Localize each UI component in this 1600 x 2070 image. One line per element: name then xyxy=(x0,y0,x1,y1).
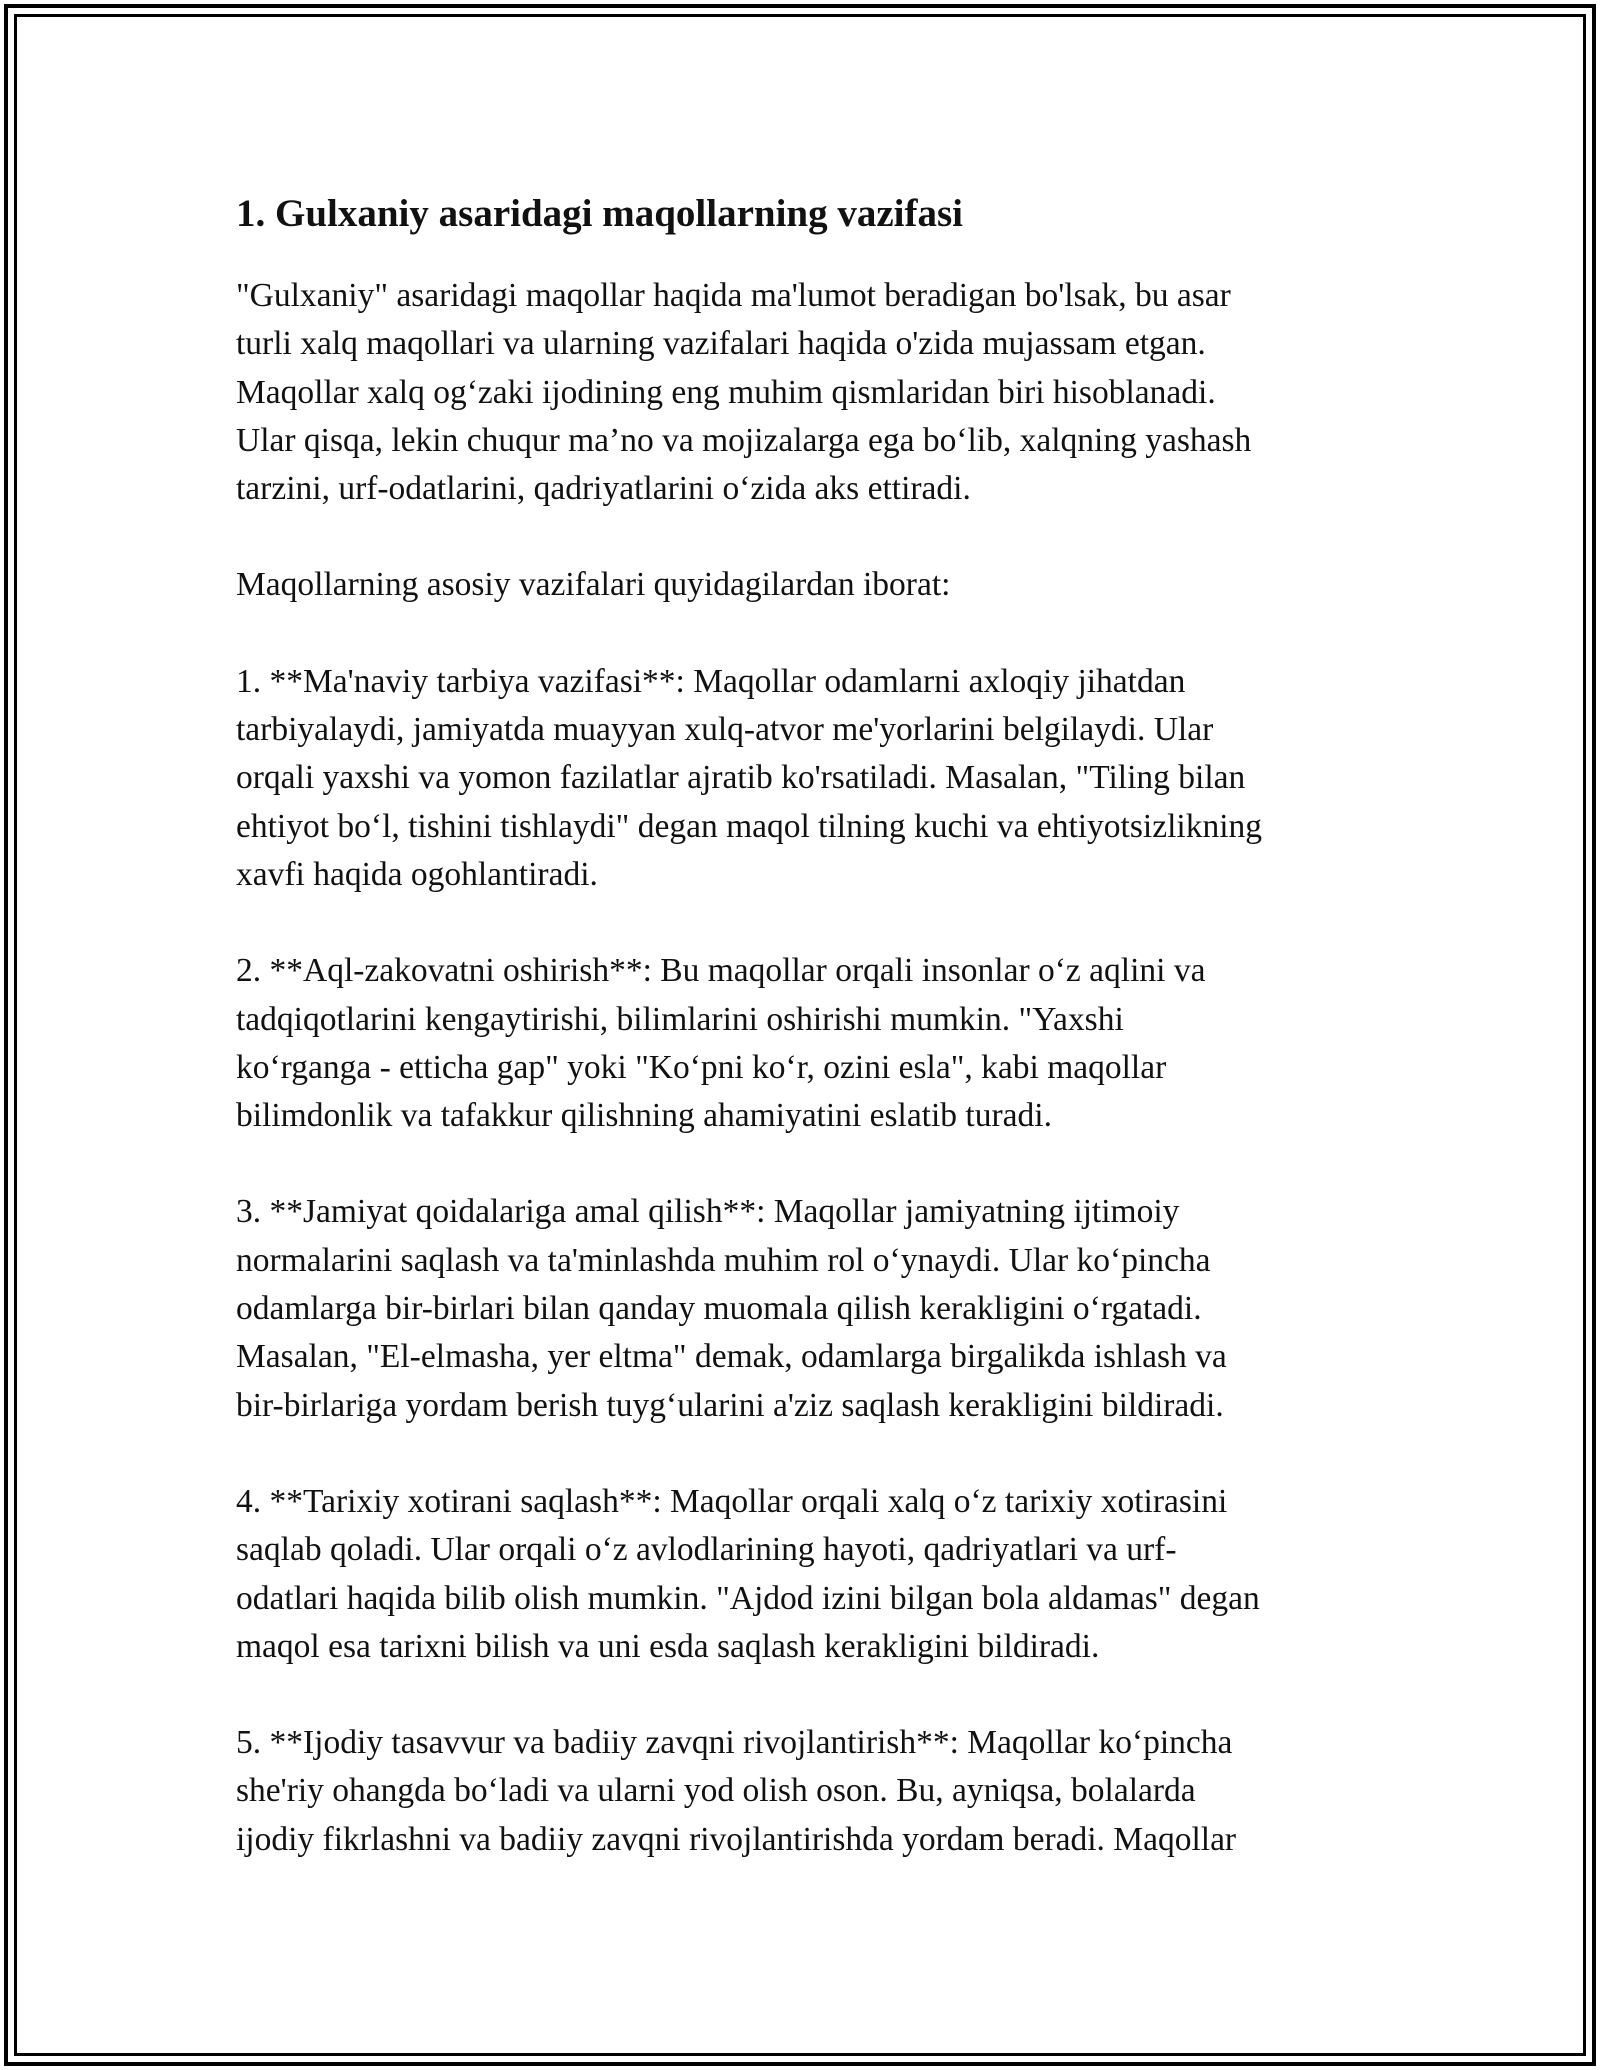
list-item-5 xyxy=(236,1719,1386,1864)
text-line: ehtiyot bo‘l, tishini tishlaydi" degan maqol tilning kuchi va ehtiyotsizlikning xyxy=(236,807,1263,845)
text-line: Ular qisqa, lekin chuqur ma’no va mojizalarga ega bo‘lib, xalqning yashash xyxy=(236,421,1252,459)
list-item-3 xyxy=(236,1188,1386,1429)
text-line: xavfi haqida ogohlantiradi. xyxy=(236,855,598,893)
text-line: turli xalq maqollari va ularning vazifalari haqida o'zida mujassam etgan. xyxy=(236,325,1206,363)
intro-paragraph xyxy=(236,272,1386,513)
text-line: ko‘rganga - etticha gap" yoki "Ko‘pni ko‘r, ozini esla", kabi maqollar xyxy=(236,1048,1167,1086)
text-line: 3. **Jamiyat qoidalariga amal qilish**: Maqollar jamiyatning ijtimoiy xyxy=(236,1193,1180,1231)
list-item-1 xyxy=(236,658,1386,899)
text-line: maqol esa tarixni bilish va uni esda saqlash kerakligini bildiradi. xyxy=(236,1627,1100,1665)
text-line: bir-birlariga yordam berish tuyg‘ularini a'ziz saqlash kerakligini bildiradi. xyxy=(236,1386,1224,1424)
text-line: normalarini saqlash va ta'minlashda muhim rol o‘ynaydi. Ular ko‘pincha xyxy=(236,1241,1211,1279)
text-line: she'riy ohangda bo‘ladi va ularni yod olish oson. Bu, ayniqsa, bolalarda xyxy=(236,1772,1196,1810)
text-line: orqali yaxshi va yomon fazilatlar ajratib ko'rsatiladi. Masalan, "Tiling bilan xyxy=(236,759,1246,797)
document-page xyxy=(236,188,1386,1912)
text-line: 1. **Ma'naviy tarbiya vazifasi**: Maqollar odamlarni axloqiy jihatdan xyxy=(236,662,1186,700)
text-line: odamlarga bir-birlari bilan qanday muomala qilish kerakligini o‘rgatadi. xyxy=(236,1290,1202,1328)
list-item-2 xyxy=(236,947,1386,1140)
text-line: Maqollarning asosiy vazifalari quyidagilardan iborat: xyxy=(236,566,951,604)
text-line: 2. **Aql-zakovatni oshirish**: Bu maqollar orqali insonlar o‘z aqlini va xyxy=(236,952,1206,990)
text-line: ijodiy fikrlashni va badiiy zavqni rivojlantirishda yordam beradi. Maqollar xyxy=(236,1820,1237,1858)
list-item-4 xyxy=(236,1478,1386,1671)
lead-paragraph xyxy=(236,561,1386,609)
text-line: Masalan, "El-elmasha, yer eltma" demak, odamlarga birgalikda ishlash va xyxy=(236,1338,1227,1376)
text-line: tarzini, urf-odatlarini, qadriyatlarini o‘zida aks ettiradi. xyxy=(236,470,971,508)
text-line: odatlari haqida bilib olish mumkin. "Ajdod izini bilgan bola aldamas" degan xyxy=(236,1579,1260,1617)
document-title: 1. Gulxaniy asaridagi maqollarning vazifasi xyxy=(236,192,964,235)
text-line: Maqollar xalq og‘zaki ijodining eng muhim qismlaridan biri hisoblanadi. xyxy=(236,373,1216,411)
text-line: bilimdonlik va tafakkur qilishning ahamiyatini eslatib turadi. xyxy=(236,1097,1052,1135)
text-line: tadqiqotlarini kengaytirishi, bilimlarini oshirishi mumkin. "Yaxshi xyxy=(236,1000,1124,1038)
text-line: 4. **Tarixiy xotirani saqlash**: Maqollar orqali xalq o‘z tarixiy xotirasini xyxy=(236,1482,1228,1520)
text-line: "Gulxaniy" asaridagi maqollar haqida ma'lumot beradigan bo'lsak, bu asar xyxy=(236,277,1231,314)
text-line: 5. **Ijodiy tasavvur va badiiy zavqni rivojlantirish**: Maqollar ko‘pincha xyxy=(236,1724,1233,1762)
text-line: saqlab qoladi. Ular orqali o‘z avlodlarining hayoti, qadriyatlari va urf- xyxy=(236,1531,1177,1569)
text-line: tarbiyalaydi, jamiyatda muayyan xulq-atvor me'yorlarini belgilaydi. Ular xyxy=(236,711,1214,749)
